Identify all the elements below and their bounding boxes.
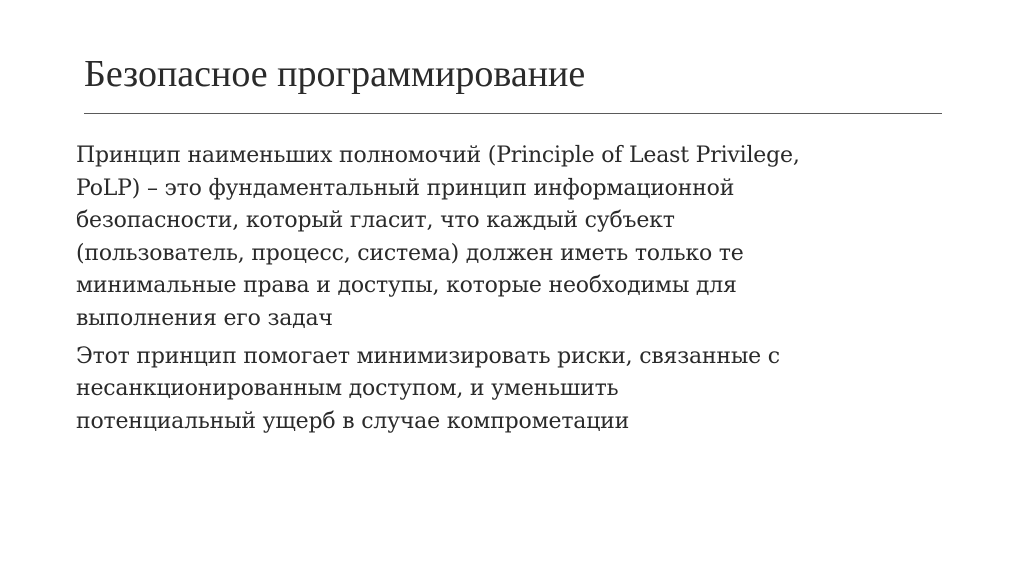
text-line: безопасности, который гласит, что каждый субъект [76, 208, 675, 234]
slide-title: Безопасное программирование [84, 53, 586, 95]
text-line: потенциальный ущерб в случае компрометации [76, 408, 630, 434]
text-line: Принцип наименьших полномочий (Principle of Least Privilege, [76, 143, 800, 168]
text-line: Этот принцип помогает минимизировать риски, связанные с [76, 343, 780, 369]
text-line: (пользователь, процесс, система) должен иметь только те [76, 240, 744, 266]
paragraph-polp-benefit [76, 341, 946, 439]
text-line: несанкционированным доступом, и уменьшить [76, 376, 619, 402]
text-line: выполнения его задач [76, 305, 333, 331]
title-divider [84, 113, 942, 114]
slide-body [76, 140, 946, 443]
paragraph-polp-definition [76, 140, 946, 336]
text-line: PoLP) – это фундаментальный принцип информационной [76, 175, 735, 201]
text-line: минимальные права и доступы, которые необходимы для [76, 273, 737, 299]
